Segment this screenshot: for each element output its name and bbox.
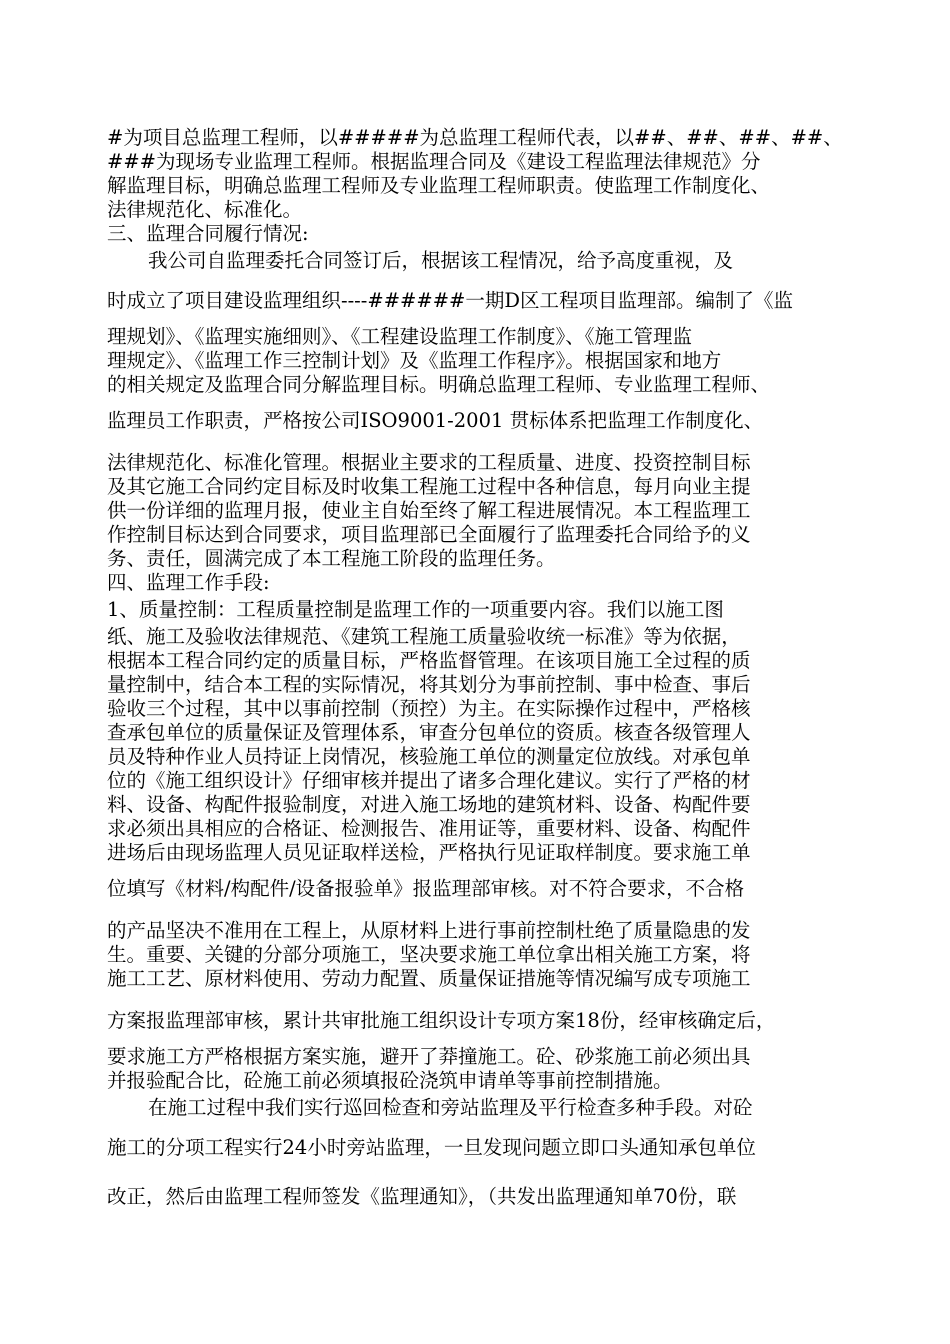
text-line: 理规划》、《监理实施细则》、《工程建设监理工作制度》、《施工管理监 bbox=[107, 325, 693, 348]
text-line: 料、设备、构配件报验制度，对进入施工场地的建筑材料、设备、构配件要 bbox=[107, 793, 751, 816]
text-line: 验收三个过程，其中以事前控制（预控）为主。在实际操作过程中，严格核 bbox=[107, 697, 751, 720]
text-line: 要求施工方严格根据方案实施，避开了莽撞施工。砼、砂浆施工前必须出具 bbox=[107, 1045, 751, 1068]
text-line: 根据本工程合同约定的质量目标，严格监督管理。在该项目施工全过程的质 bbox=[107, 649, 751, 672]
text-line: 务、责任，圆满完成了本工程施工阶段的监理任务。 bbox=[107, 547, 556, 570]
text-line: 法律规范化、标准化管理。根据业主要求的工程质量、进度、投资控制目标 bbox=[107, 451, 751, 474]
text-line: 时成立了项目建设监理组织----######一期D区工程项目监理部。编制了《监 bbox=[107, 289, 794, 312]
text-line: ###为现场专业监理工程师。根据监理合同及《建设工程监理法律规范》分 bbox=[107, 150, 761, 173]
text-line: 求必须出具相应的合格证、检测报告、准用证等，重要材料、设备、构配件 bbox=[107, 817, 751, 840]
text-line: 量控制中，结合本工程的实际情况，将其划分为事前控制、事中检查、事后 bbox=[107, 673, 751, 696]
text-line: 查承包单位的质量保证及管理体系，审查分包单位的资质。核查各级管理人 bbox=[107, 721, 751, 744]
text-line: #为项目总监理工程师，以#####为总监理工程师代表，以##、##、##、##、 bbox=[107, 126, 843, 149]
section-heading: 三、监理合同履行情况: bbox=[107, 222, 309, 245]
text-line: 施工的分项工程实行24小时旁站监理，一旦发现问题立即口头通知承包单位 bbox=[107, 1136, 756, 1159]
text-line: 纸、施工及验收法律规范、《建筑工程施工质量验收统一标准》等为依据， bbox=[107, 625, 741, 648]
text-line: 在施工过程中我们实行巡回检查和旁站监理及平行检查多种手段。对砼 bbox=[148, 1096, 753, 1119]
text-line: 员及特种作业人员持证上岗情况，核验施工单位的测量定位放线。对承包单 bbox=[107, 745, 751, 768]
text-line: 位的《施工组织设计》仔细审核并提出了诸多合理化建议。实行了严格的材 bbox=[107, 769, 751, 792]
text-line: 施工工艺、原材料使用、劳动力配置、质量保证措施等情况编写成专项施工 bbox=[107, 967, 751, 990]
text-line: 方案报监理部审核，累计共审批施工组织设计专项方案18份，经审核确定后， bbox=[107, 1009, 776, 1032]
text-line: 进场后由现场监理人员见证取样送检，严格执行见证取样制度。要求施工单 bbox=[107, 841, 751, 864]
text-line: 作控制目标达到合同要求，项目监理部已全面履行了监理委托合同给予的义 bbox=[107, 523, 751, 546]
text-line: 法律规范化、标准化。 bbox=[107, 198, 303, 221]
text-line: 我公司自监理委托合同签订后，根据该工程情况，给予高度重视，及 bbox=[148, 249, 734, 272]
text-line: 的产品坚决不准用在工程上，从原材料上进行事前控制杜绝了质量隐患的发 bbox=[107, 919, 751, 942]
text-line: 1、质量控制：工程质量控制是监理工作的一项重要内容。我们以施工图 bbox=[107, 598, 724, 621]
text-line: 理规定》、《监理工作三控制计划》及《监理工作程序》。根据国家和地方 bbox=[107, 349, 722, 372]
text-line: 并报验配合比，砼施工前必须填报砼浇筑申请单等事前控制措施。 bbox=[107, 1069, 673, 1092]
text-line: 的相关规定及监理合同分解监理目标。明确总监理工程师、专业监理工程师、 bbox=[107, 373, 771, 396]
text-line: 生。重要、关键的分部分项施工，坚决要求施工单位拿出相关施工方案，将 bbox=[107, 943, 751, 966]
section-heading: 四、监理工作手段: bbox=[107, 571, 270, 594]
text-line: 位填写《材料/构配件/设备报验单》报监理部审核。对不符合要求，不合格 bbox=[107, 877, 745, 900]
text-line: 改正，然后由监理工程师签发《监理通知》，（共发出监理通知单70份，联 bbox=[107, 1185, 737, 1208]
text-line: 供一份详细的监理月报，使业主自始至终了解工程进展情况。本工程监理工 bbox=[107, 499, 751, 522]
text-line: 及其它施工合同约定目标及时收集工程施工过程中各种信息，每月向业主提 bbox=[107, 475, 751, 498]
text-line: 解监理目标，明确总监理工程师及专业监理工程师职责。使监理工作制度化、 bbox=[107, 174, 771, 197]
text-line: 监理员工作职责，严格按公司ISO9001-2001 贯标体系把监理工作制度化、 bbox=[107, 409, 764, 432]
